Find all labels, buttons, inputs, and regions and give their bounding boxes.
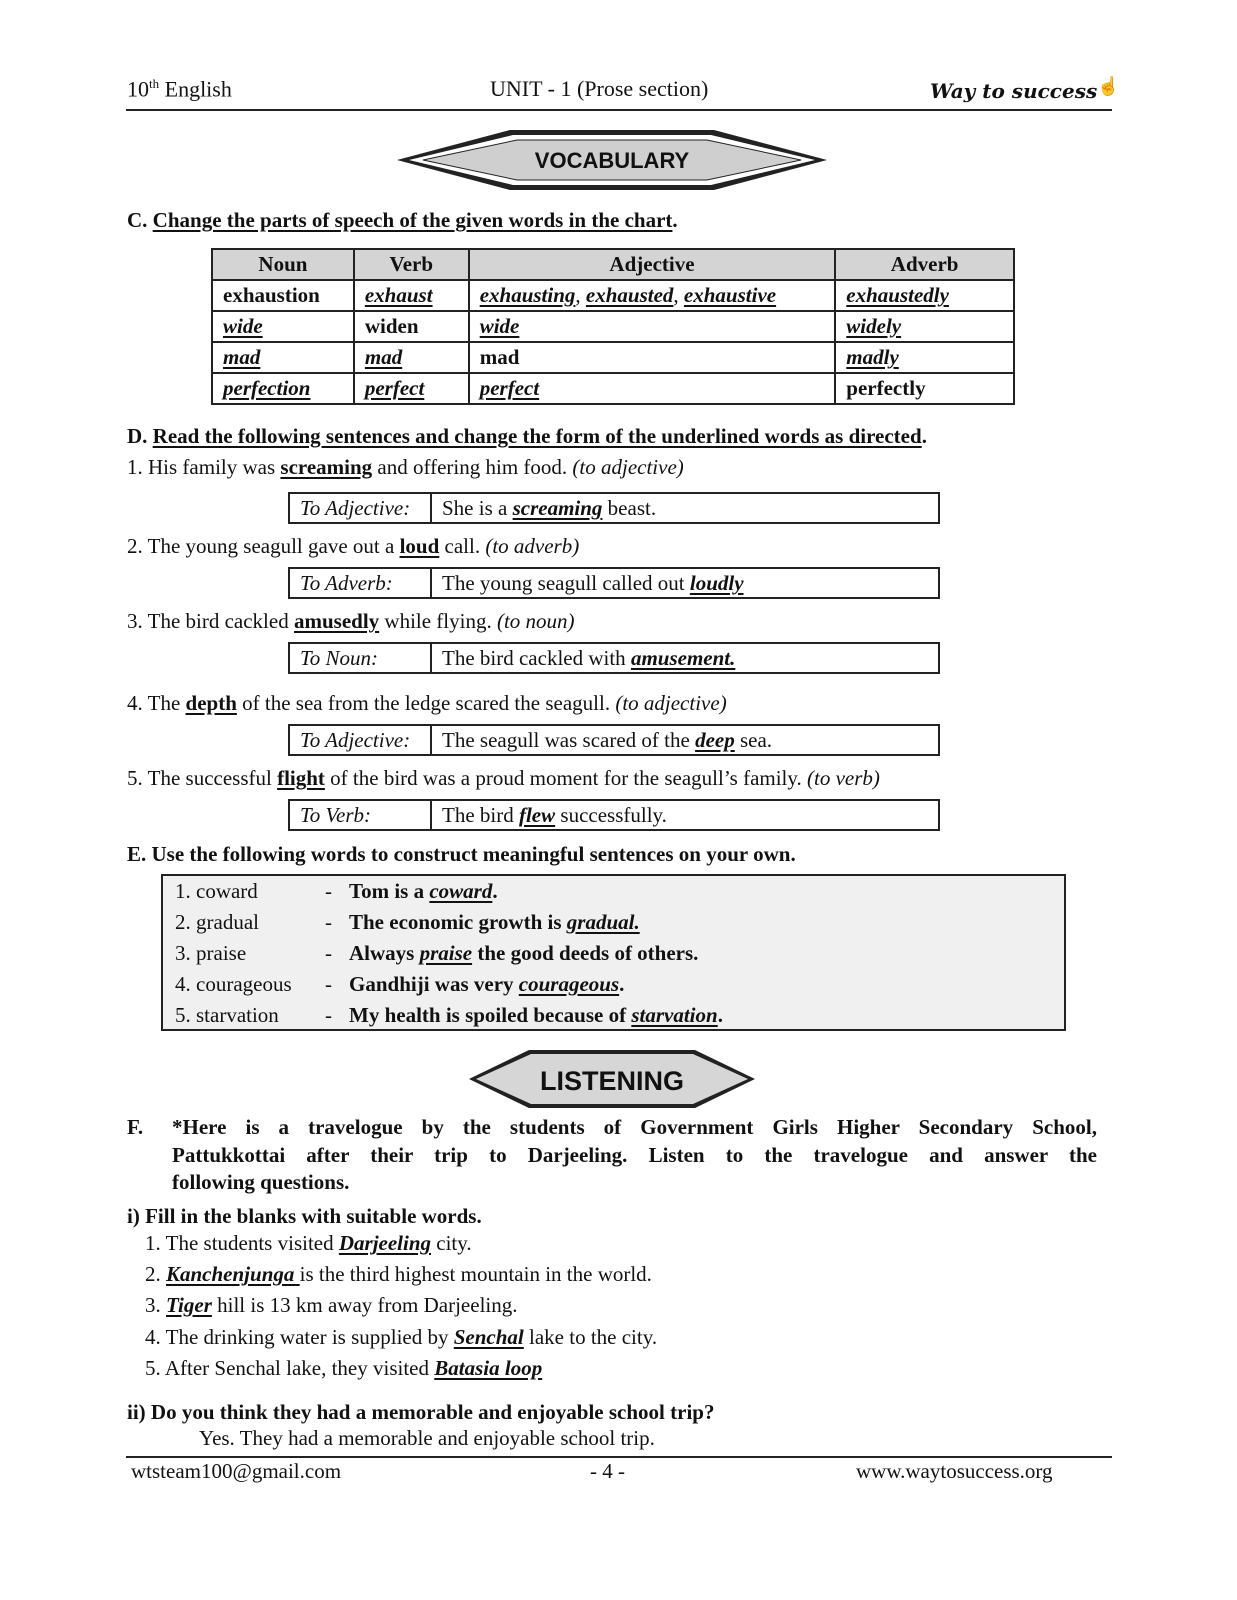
fill-item: 4. The drinking water is supplied by Senchal lake to the city.	[145, 1325, 658, 1349]
answer-ii: Yes. They had a memorable and enjoyable school trip.	[199, 1426, 655, 1450]
table-row	[212, 311, 1014, 342]
header-subject: 10th English	[127, 76, 232, 102]
table-cell: perfect	[469, 373, 836, 404]
footer-page-number: - 4 -	[590, 1459, 625, 1483]
answer-box-d4	[288, 724, 940, 756]
parts-of-speech-table	[211, 248, 1015, 405]
table-cell: perfect	[354, 373, 469, 404]
answer-text: The bird cackled with amusement.	[442, 646, 736, 670]
table-cell: mad	[354, 342, 469, 373]
answer-box-d1	[288, 492, 940, 524]
answer-label: To Adverb:	[290, 569, 432, 597]
sentences-box	[161, 874, 1066, 1031]
table-cell: wide	[212, 311, 354, 342]
question-d1: 1. His family was screaming and offering him food. (to adjective)	[127, 455, 684, 479]
table-row	[212, 373, 1014, 404]
fill-item: 5. After Senchal lake, they visited Batasia loop	[145, 1356, 543, 1380]
header-brand: Way to success☝	[930, 76, 1120, 103]
answer-text: The bird flew successfully.	[442, 803, 667, 827]
column-header-adverb: Adverb	[835, 249, 1014, 280]
table-cell: exhausting, exhausted, exhaustive	[469, 280, 836, 311]
question-d3: 3. The bird cackled amusedly while flying. (to noun)	[127, 609, 575, 633]
footer-email[interactable]: wtsteam100@gmail.com	[131, 1459, 342, 1483]
sub-question-i: i) Fill in the blanks with suitable words.	[127, 1204, 482, 1228]
table-row	[212, 280, 1014, 311]
header-unit: UNIT - 1 (Prose section)	[490, 76, 709, 101]
section-d-title: D. Read the following sentences and change the form of the underlined words as directed.	[127, 424, 927, 448]
table-cell: widen	[354, 311, 469, 342]
footer-website[interactable]: www.waytosuccess.org	[856, 1459, 1053, 1483]
vocabulary-title: VOCABULARY	[534, 148, 690, 173]
list-item: 5. starvation - My health is spoiled because of starvation.	[175, 1003, 723, 1027]
table-cell: widely	[835, 311, 1014, 342]
answer-label: To Adjective:	[290, 494, 432, 522]
table-cell: wide	[469, 311, 836, 342]
table-cell: mad	[469, 342, 836, 373]
table-row	[212, 342, 1014, 373]
question-d4: 4. The depth of the sea from the ledge scared the seagull. (to adjective)	[127, 691, 727, 715]
section-f-letter: F.	[127, 1115, 144, 1139]
section-c-title: C. Change the parts of speech of the given words in the chart.	[127, 208, 678, 232]
answer-label: To Verb:	[290, 801, 432, 829]
fill-item: 2. Kanchenjunga is the third highest mountain in the world.	[145, 1262, 652, 1286]
table-cell: exhaustion	[212, 280, 354, 311]
section-f-line3: following questions.	[172, 1170, 350, 1194]
answer-text: The seagull was scared of the deep sea.	[442, 728, 773, 752]
answer-text: The young seagull called out loudly	[442, 571, 744, 595]
column-header-adjective: Adjective	[469, 249, 836, 280]
list-item: 2. gradual - The economic growth is gradual.	[175, 910, 640, 934]
table-cell: madly	[835, 342, 1014, 373]
table-cell: perfectly	[835, 373, 1014, 404]
table-cell: perfection	[212, 373, 354, 404]
section-e-title: E. Use the following words to construct meaningful sentences on your own.	[127, 842, 796, 866]
fill-item: 1. The students visited Darjeeling city.	[145, 1231, 472, 1255]
sub-question-ii: ii) Do you think they had a memorable and enjoyable school trip?	[127, 1400, 715, 1424]
section-f-line1: *Here is a travelogue by the students of Government Girls Higher Secondary School,	[172, 1115, 1097, 1139]
section-f-line2: Pattukkottai after their trip to Darjeeling. Listen to the travelogue and answer the	[172, 1143, 1097, 1167]
list-item: 3. praise - Always praise the good deeds of others.	[175, 941, 699, 965]
question-d2: 2. The young seagull gave out a loud call. (to adverb)	[127, 534, 580, 558]
fill-item: 3. Tiger hill is 13 km away from Darjeeling.	[145, 1293, 518, 1317]
column-header-noun: Noun	[212, 249, 354, 280]
table-header-row	[212, 249, 1014, 280]
vocabulary-banner	[395, 128, 829, 192]
answer-box-d2	[288, 567, 940, 599]
column-header-verb: Verb	[354, 249, 469, 280]
answer-box-d3	[288, 642, 940, 674]
question-d5: 5. The successful flight of the bird was a proud moment for the seagull’s family. (to verb)	[127, 766, 880, 790]
answer-label: To Noun:	[290, 644, 432, 672]
footer-rule	[126, 1456, 1112, 1458]
list-item: 1. coward - Tom is a coward.	[175, 879, 498, 903]
table-cell: exhaust	[354, 280, 469, 311]
listening-banner	[467, 1048, 757, 1110]
table-cell: exhaustedly	[835, 280, 1014, 311]
answer-text: She is a screaming beast.	[442, 496, 657, 520]
list-item: 4. courageous - Gandhiji was very courageous.	[175, 972, 625, 996]
header-rule	[126, 109, 1112, 111]
table-cell: mad	[212, 342, 354, 373]
thumbs-up-icon: ☝	[1097, 76, 1120, 97]
listening-title: LISTENING	[539, 1066, 685, 1096]
answer-box-d5	[288, 799, 940, 831]
answer-label: To Adjective:	[290, 726, 432, 754]
